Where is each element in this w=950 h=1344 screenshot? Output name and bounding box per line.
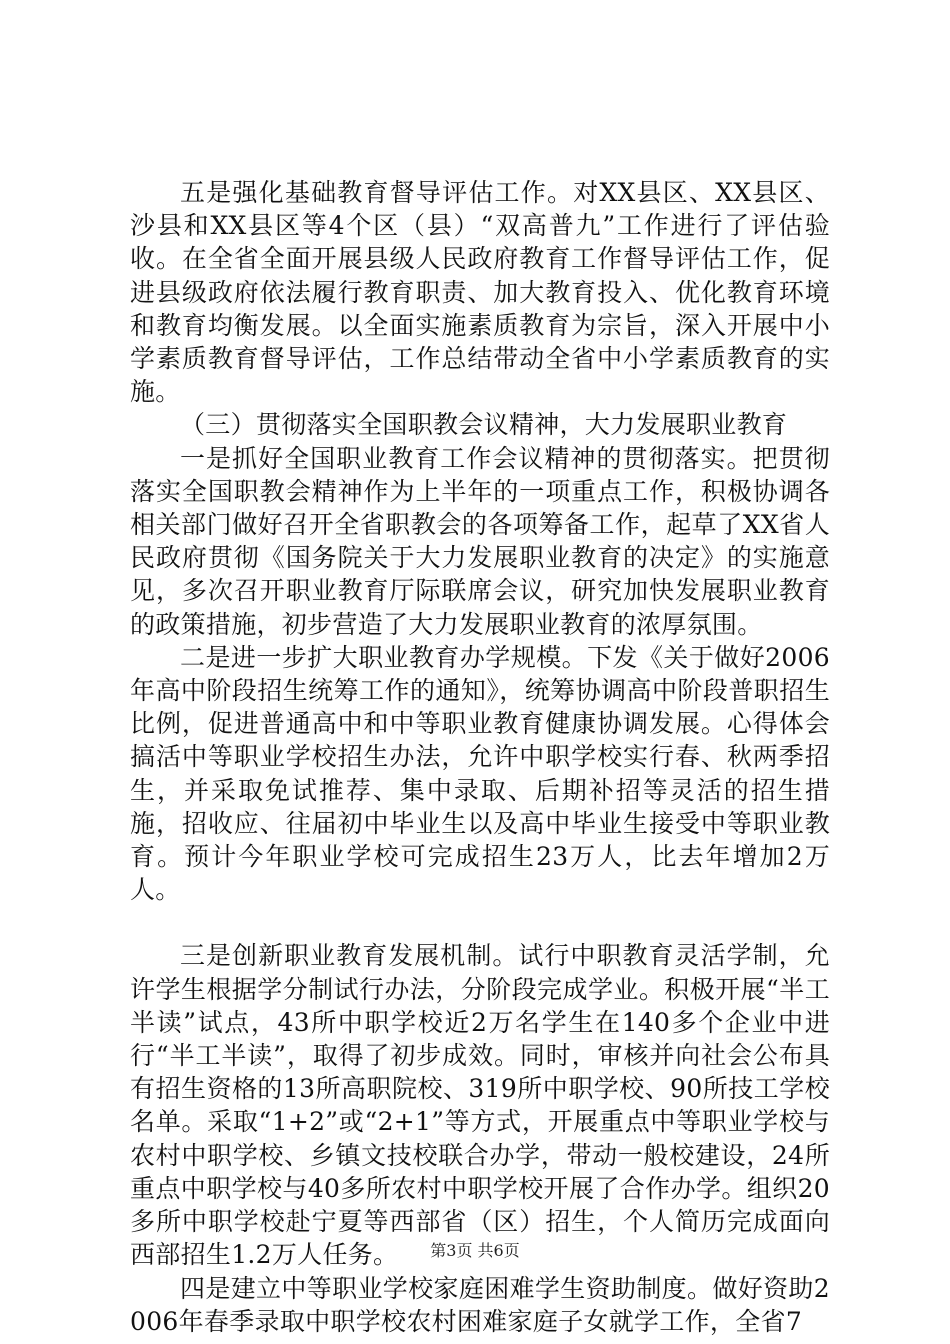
section-heading-vocational: （三）贯彻落实全国职教会议精神，大力发展职业教育 bbox=[180, 410, 788, 440]
paragraph-financial-aid: 四是建立中等职业学校家庭困难学生资助制度。做好资助2006年春季录取中职学校农村困难家庭子女就学工作，全省7 bbox=[130, 1273, 830, 1336]
paragraph-enrollment-scale: 二是进一步扩大职业教育办学规模。下发《关于做好2006年高中阶段招生统筹工作的通知》，统筹协调高中阶段普职招生比例，促进普通高中和中等职业教育健康协调发展。心得体会搞活中等职业学校招生办法，允许中职学校实行春、秋两季招生，并采取免试推荐、集中录取、后期补招等灵活的招生措施，招收应、往届初中毕业生以及高中毕业生接受中等职业教育。预计今年职业学校可完成招生23万人，比去年增加2万人。 bbox=[130, 642, 830, 905]
paragraph-supervision: 五是强化基础教育督导评估工作。对XX县区、XX县区、沙县和XX县区等4个区（县）“双高普九”工作进行了评估验收。在全省全面开展县级人民政府教育工作督导评估工作，促进县级政府依法履行教育职责、加大教育投入、优化教育环境和教育均衡发展。以全面实施素质教育为宗旨，深入开展中小学素质教育督导评估，工作总结带动全省中小学素质教育的实施。 bbox=[130, 178, 830, 407]
page-number: 第3页 共6页 bbox=[430, 1241, 520, 1260]
paragraph-gap bbox=[130, 906, 830, 939]
paragraph-meeting-spirit: 一是抓好全国职业教育工作会议精神的贯彻落实。把贯彻落实全国职教会精神作为上半年的一项重点工作，积极协调各相关部门做好召开全省职教会的各项筹备工作，起草了XX省人民政府贯彻《国务院关于大力发展职业教育的决定》的实施意见，多次召开职业教育厅际联席会议，研究加快发展职业教育的政策措施，初步营造了大力发展职业教育的浓厚氛围。 bbox=[130, 443, 830, 639]
paragraph-mechanism: 三是创新职业教育发展机制。试行中职教育灵活学制，允许学生根据学分制试行办法，分阶段完成学业。积极开展“半工半读”试点，43所中职学校近2万名学生在140多个企业中进行“半工半读”，取得了初步成效。同时，审核并向社会公布具有招生资格的13所高职院校、319所中职学校、90所技工学校名单。采取“1+2”或“2+1”等方式，开展重点中等职业学校与农村中职学校、乡镇文技校联合办学，带动一般校建设，24所重点中职学校与40多所农村中职学校开展了合作办学。组织20多所中职学校赴宁夏等西部省（区）招生，个人简历完成面向西部招生1.2万人任务。 bbox=[130, 941, 830, 1270]
document-body bbox=[130, 176, 830, 1338]
